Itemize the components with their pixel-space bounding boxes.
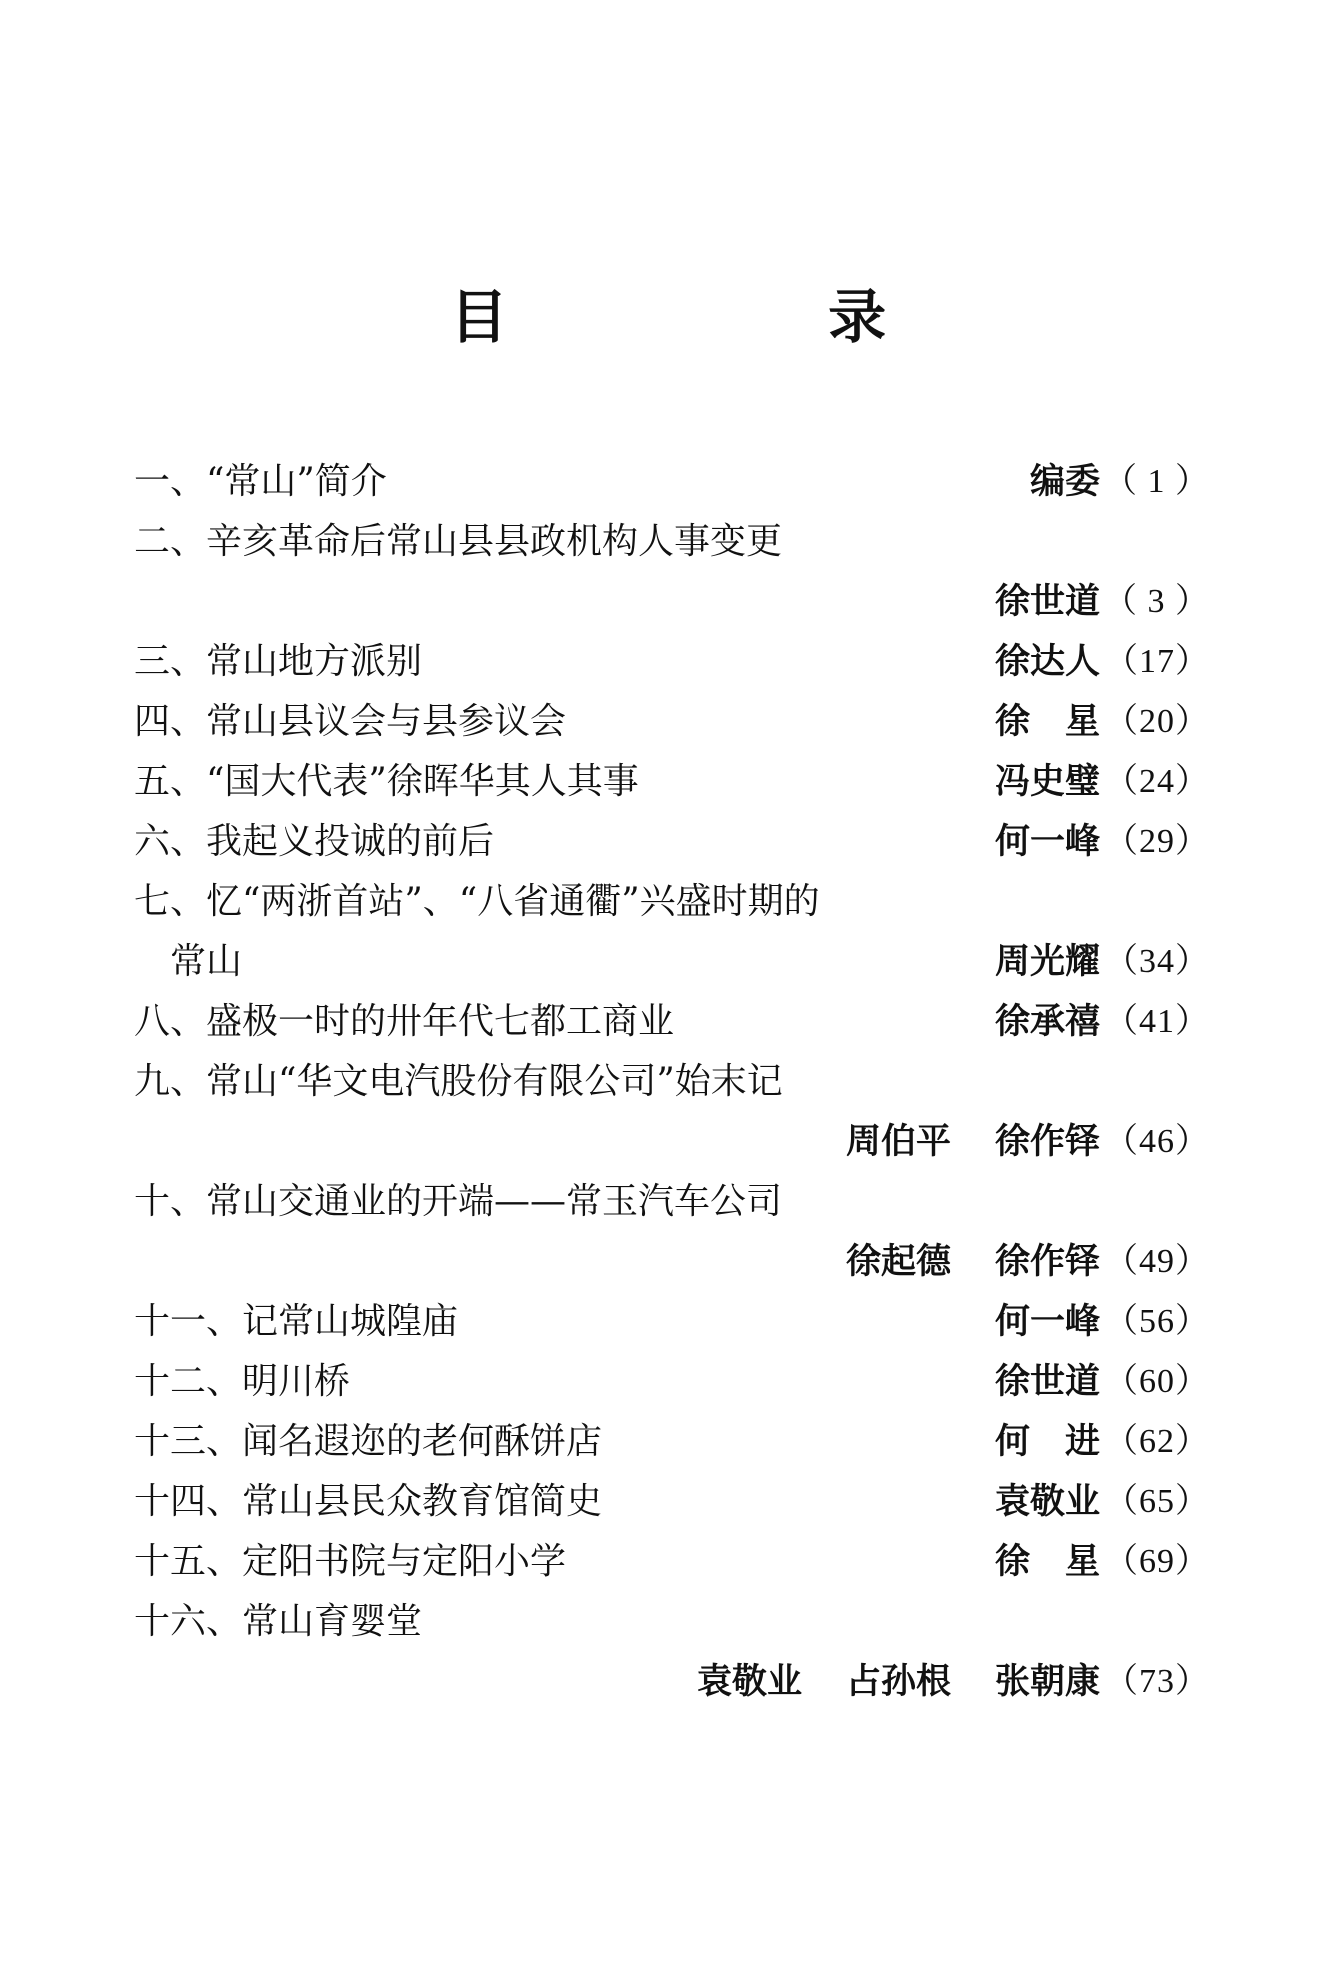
toc-entry-page: （73） (1104, 1663, 1210, 1700)
toc-entry-title: 三、常山地方派别 (134, 641, 423, 682)
toc-entry-page: （20） (1104, 703, 1210, 740)
toc-entry-author: 徐达人 (994, 642, 1100, 682)
toc-entry-author: 徐 星 (994, 702, 1100, 742)
table-of-contents (134, 452, 1210, 1712)
leader-dots (238, 1652, 693, 1712)
toc-entry-12 (134, 1352, 1210, 1412)
toc-entry-page: （56） (1104, 1303, 1210, 1340)
toc-entry-2-continuation (134, 572, 1210, 632)
toc-entry-9-continuation (134, 1112, 1210, 1172)
leader-dots (570, 1532, 991, 1592)
toc-entry-page: （ 1 ） (1103, 463, 1210, 500)
leader-dots (606, 1412, 991, 1472)
toc-entry-page: （29） (1104, 823, 1210, 860)
toc-entry-page: （49） (1104, 1243, 1210, 1280)
toc-entry-16-continuation (134, 1652, 1210, 1712)
toc-entry-5 (134, 752, 1210, 812)
toc-entry-page: （34） (1104, 943, 1210, 980)
toc-entry-title: 十、常山交通业的开端——常玉汽车公司 (134, 1181, 783, 1222)
toc-entry-7-continuation (134, 932, 1210, 992)
toc-entry-author: 何一峰 (994, 822, 1100, 862)
toc-entry-author: 徐作铎 (994, 1122, 1100, 1162)
leader-dots (570, 692, 991, 752)
page-title: 目 录 (449, 283, 1037, 351)
leader-dots (302, 1232, 842, 1292)
toc-entry-page: （17） (1104, 643, 1210, 680)
toc-entry-13 (134, 1412, 1210, 1472)
toc-entry-author: 袁敬业 (696, 1662, 802, 1702)
toc-entry-author: 徐世道 (994, 582, 1100, 622)
toc-entry-page: （41） (1104, 1003, 1210, 1040)
toc-entry-10-continuation (134, 1232, 1210, 1292)
toc-entry-author: 周光耀 (994, 942, 1100, 982)
toc-entry-author: 何一峰 (994, 1302, 1100, 1342)
toc-entry-title: 一、“常山”简介 (134, 461, 387, 502)
leader-dots (643, 752, 991, 812)
toc-entry-page: （60） (1104, 1363, 1210, 1400)
toc-entry-title: 六、我起义投诚的前后 (134, 821, 495, 862)
toc-entry-page: （24） (1104, 763, 1210, 800)
toc-entry-8 (134, 992, 1210, 1052)
toc-entry-author: 张朝康 (994, 1662, 1100, 1702)
toc-entry-author: 袁敬业 (994, 1482, 1100, 1522)
toc-entry-author: 编委 (1029, 462, 1100, 502)
toc-entry-title: 五、“国大代表”徐晖华其人其事 (134, 761, 639, 802)
toc-entry-title: 四、常山县议会与县参议会 (134, 701, 567, 742)
toc-entry-16 (134, 1592, 1210, 1652)
toc-entry-author: 徐起德 (845, 1242, 951, 1282)
toc-entry-4 (134, 692, 1210, 752)
toc-entry-11 (134, 1292, 1210, 1352)
toc-entry-title: 九、常山“华文电汽股份有限公司”始末记 (134, 1061, 783, 1102)
leader-dots (606, 1472, 991, 1532)
toc-entry-author: 冯史璧 (994, 762, 1100, 802)
leader-dots (678, 992, 991, 1052)
leader-dots (498, 812, 991, 872)
toc-entry-page: （65） (1104, 1483, 1210, 1520)
toc-entry-author: 周伯平 (845, 1122, 951, 1162)
toc-entry-page: （ 3 ） (1103, 583, 1210, 620)
toc-entry-6 (134, 812, 1210, 872)
toc-entry-2 (134, 512, 1210, 572)
toc-entry-title: 十二、明川桥 (134, 1361, 351, 1402)
toc-entry-author: 何 进 (994, 1422, 1100, 1462)
toc-entry-1 (134, 452, 1210, 512)
toc-entry-page: （62） (1104, 1423, 1210, 1460)
toc-entry-15 (134, 1532, 1210, 1592)
leader-dots (302, 1112, 842, 1172)
leader-dots (426, 632, 991, 692)
leader-dots (246, 932, 991, 992)
toc-entry-page: （69） (1104, 1543, 1210, 1580)
leader-dots (238, 572, 991, 632)
toc-entry-author: 占孙根 (845, 1662, 951, 1702)
toc-entry-title-continuation: 常山 (170, 941, 243, 982)
toc-entry-author: 徐世道 (994, 1362, 1100, 1402)
toc-entry-9 (134, 1052, 1210, 1112)
leader-dots (462, 1292, 991, 1352)
toc-entry-14 (134, 1472, 1210, 1532)
leader-dots (391, 452, 1026, 512)
leader-dots (354, 1352, 991, 1412)
toc-entry-page: （46） (1104, 1123, 1210, 1160)
toc-entry-author: 徐承禧 (994, 1002, 1100, 1042)
toc-entry-author: 徐作铎 (994, 1242, 1100, 1282)
toc-entry-10 (134, 1172, 1210, 1232)
toc-entry-title: 八、盛极一时的卅年代七都工商业 (134, 1001, 675, 1042)
toc-entry-title: 十一、记常山城隍庙 (134, 1301, 459, 1342)
toc-entry-title: 十六、常山育婴堂 (134, 1601, 423, 1642)
toc-entry-title: 七、忆“两浙首站”、“八省通衢”兴盛时期的 (134, 881, 820, 922)
toc-entry-author: 徐 星 (994, 1542, 1100, 1582)
toc-entry-3 (134, 632, 1210, 692)
toc-entry-title: 十五、定阳书院与定阳小学 (134, 1541, 567, 1582)
toc-entry-title: 十三、闻名遐迩的老何酥饼店 (134, 1421, 603, 1462)
toc-entry-title: 二、辛亥革命后常山县县政机构人事变更 (134, 521, 783, 562)
toc-entry-title: 十四、常山县民众教育馆简史 (134, 1481, 603, 1522)
toc-entry-7 (134, 872, 1210, 932)
